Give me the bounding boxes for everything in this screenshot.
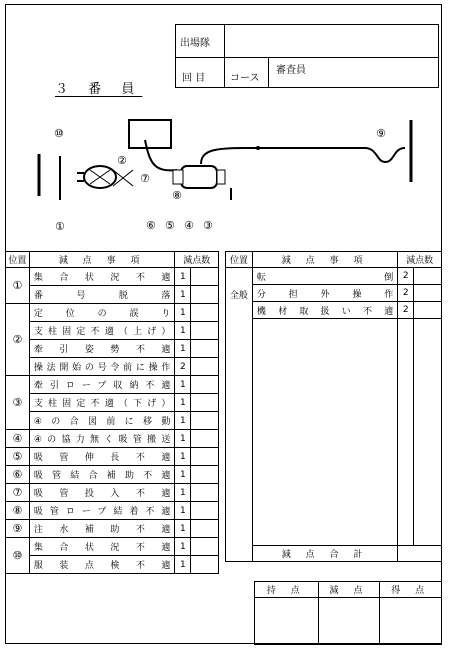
right-position: 全般 — [226, 268, 253, 562]
left-position: ⑧ — [6, 502, 30, 520]
right-item: 転倒 — [252, 268, 397, 285]
left-score-cell[interactable] — [191, 322, 219, 340]
left-header-item: 減 点 事 項 — [29, 252, 175, 268]
right-deduction-table — [225, 251, 442, 562]
left-row — [6, 268, 219, 286]
left-item: 牽引ロープ収納不適 — [29, 376, 175, 394]
marker-4: ④ — [184, 219, 194, 232]
left-position: ⑤ — [6, 448, 30, 466]
marker-3: ③ — [203, 219, 213, 232]
right-score-cell[interactable] — [414, 302, 442, 319]
left-position: ④ — [6, 430, 30, 448]
inspector-label: 審査員 — [276, 65, 306, 76]
left-score-cell[interactable] — [191, 304, 219, 322]
left-score-cell[interactable] — [191, 340, 219, 358]
left-row — [6, 502, 219, 520]
left-row — [6, 286, 219, 304]
score-value-row — [255, 598, 442, 645]
right-score-cell[interactable] — [414, 268, 442, 285]
left-position: ② — [6, 304, 30, 376]
left-item: ④の協力無く吸管搬送 — [29, 430, 175, 448]
left-position: ⑩ — [6, 538, 30, 574]
left-score-cell[interactable] — [191, 502, 219, 520]
score-header-held: 持 点 — [255, 582, 319, 598]
marker-10: ⑩ — [54, 127, 64, 140]
left-item: 集合状況不適 — [29, 538, 175, 556]
left-item: 支柱固定不適（下げ） — [29, 394, 175, 412]
left-item: 服装点検不適 — [29, 556, 175, 574]
left-score-cell[interactable] — [191, 412, 219, 430]
left-deduction-table — [5, 251, 219, 574]
marker-8: ⑧ — [172, 189, 182, 202]
right-item: 機材取扱い不適 — [252, 302, 397, 319]
left-header-position: 位置 — [6, 252, 30, 268]
right-row — [226, 302, 442, 319]
left-item: 操法開始の号令前に操作 — [29, 358, 175, 376]
left-points: 1 — [175, 268, 191, 286]
marker-2: ② — [117, 154, 127, 167]
left-points: 1 — [175, 304, 191, 322]
total-row — [226, 546, 442, 562]
left-row — [6, 556, 219, 574]
left-position: ⑦ — [6, 484, 30, 502]
left-points: 1 — [175, 556, 191, 574]
left-item: 吸管投入不適 — [29, 484, 175, 502]
left-score-cell[interactable] — [191, 448, 219, 466]
left-points: 1 — [175, 340, 191, 358]
right-row — [226, 268, 442, 285]
marker-7: ⑦ — [140, 172, 150, 185]
team-label: 出場隊 — [180, 38, 210, 49]
left-row — [6, 520, 219, 538]
right-header-position: 位置 — [226, 252, 253, 268]
left-score-cell[interactable] — [191, 556, 219, 574]
left-points: 1 — [175, 412, 191, 430]
left-position: ⑨ — [6, 520, 30, 538]
left-header-points: 減点数 — [175, 252, 219, 268]
score-deducted-cell[interactable] — [318, 598, 380, 645]
left-score-cell[interactable] — [191, 520, 219, 538]
right-header-points: 減点数 — [398, 252, 442, 268]
right-points: 2 — [398, 302, 414, 319]
score-table — [254, 581, 442, 645]
page-title: ３ 番 員 — [55, 82, 143, 97]
left-header-row — [6, 252, 219, 268]
marker-5: ⑤ — [165, 219, 175, 232]
left-item: 吸管伸長不適 — [29, 448, 175, 466]
left-row — [6, 538, 219, 556]
score-held-cell[interactable] — [255, 598, 319, 645]
left-points: 1 — [175, 430, 191, 448]
right-header-item: 減 点 事 項 — [252, 252, 397, 268]
left-score-cell[interactable] — [191, 466, 219, 484]
left-position: ⑥ — [6, 466, 30, 484]
water-tank — [129, 120, 171, 148]
marker-9: ⑨ — [376, 127, 386, 140]
left-row — [6, 412, 219, 430]
left-item: 定位の誤り — [29, 304, 175, 322]
left-row — [6, 466, 219, 484]
left-points: 1 — [175, 502, 191, 520]
left-points: 1 — [175, 466, 191, 484]
left-row — [6, 376, 219, 394]
left-row — [6, 340, 219, 358]
left-row — [6, 448, 219, 466]
left-score-cell[interactable] — [191, 430, 219, 448]
left-row — [6, 304, 219, 322]
score-header-row — [255, 582, 442, 598]
right-score-cell[interactable] — [414, 285, 442, 302]
left-score-cell[interactable] — [191, 376, 219, 394]
left-points: 1 — [175, 394, 191, 412]
left-position: ③ — [6, 376, 30, 430]
left-item: 集合状況不適 — [29, 268, 175, 286]
header-box — [175, 24, 439, 88]
left-item: 牽引姿勢不適 — [29, 340, 175, 358]
right-row — [226, 285, 442, 302]
marker-1: ① — [55, 220, 65, 233]
marker-6: ⑥ — [146, 219, 156, 232]
score-header-deducted: 減 点 — [318, 582, 380, 598]
left-item: 吸管ロープ結着不適 — [29, 502, 175, 520]
left-points: 1 — [175, 376, 191, 394]
left-points: 1 — [175, 322, 191, 340]
left-item: ④の合図前に移動 — [29, 412, 175, 430]
course-label: コース — [230, 73, 260, 84]
left-position: ① — [6, 268, 30, 304]
pump-right — [181, 166, 217, 188]
left-score-cell[interactable] — [191, 394, 219, 412]
left-item: 支柱固定不適（上げ） — [29, 322, 175, 340]
left-row — [6, 358, 219, 376]
left-row — [6, 322, 219, 340]
left-item: 番号脱落 — [29, 286, 175, 304]
right-points: 2 — [398, 268, 414, 285]
total-value-cell[interactable] — [398, 546, 442, 562]
left-item: 注水補助不適 — [29, 520, 175, 538]
left-score-cell[interactable] — [191, 268, 219, 286]
left-score-cell[interactable] — [191, 484, 219, 502]
left-points: 1 — [175, 520, 191, 538]
round-label: 回 目 — [182, 73, 206, 84]
left-points: 1 — [175, 448, 191, 466]
left-points: 2 — [175, 358, 191, 376]
left-points: 1 — [175, 538, 191, 556]
right-points: 2 — [398, 285, 414, 302]
left-points: 1 — [175, 484, 191, 502]
hose-line — [201, 148, 405, 164]
left-points: 1 — [175, 286, 191, 304]
right-blank-area — [226, 319, 442, 546]
left-score-cell[interactable] — [191, 286, 219, 304]
score-header-earned: 得 点 — [380, 582, 442, 598]
right-header-row — [226, 252, 442, 268]
left-score-cell[interactable] — [191, 358, 219, 376]
left-row — [6, 430, 219, 448]
total-label: 減 点 合 計 — [252, 546, 397, 562]
left-score-cell[interactable] — [191, 538, 219, 556]
score-earned-cell[interactable] — [380, 598, 442, 645]
left-row — [6, 394, 219, 412]
left-row — [6, 484, 219, 502]
left-item: 吸管結合補助不適 — [29, 466, 175, 484]
right-item: 分担外操作 — [252, 285, 397, 302]
